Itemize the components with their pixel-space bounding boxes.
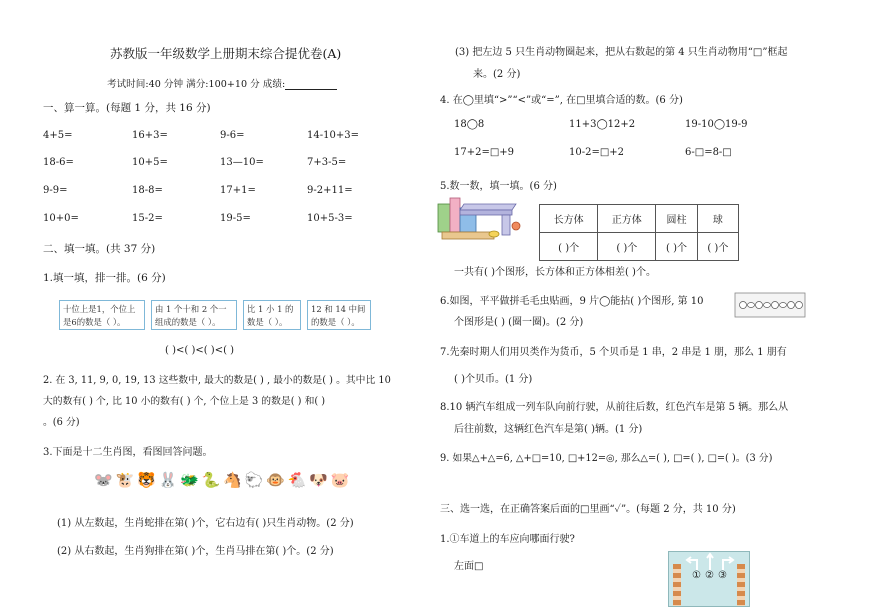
q5-title: 5.数一数，填一填。(6 分): [440, 181, 557, 192]
zodiac-animal-icon: 🐷: [330, 471, 350, 489]
page-title: 苏教版一年级数学上册期末综合提优卷(A): [110, 46, 342, 61]
blocks-illustration: [436, 194, 522, 244]
q4-r2c2: 10-2=□+2: [569, 147, 625, 158]
calc-item: 14-10+3=: [307, 130, 359, 141]
calc-item: 16+3=: [132, 130, 168, 141]
q6-line1: 6.如图，平平做拼毛毛虫贴画，9 片◯能拈( )个图形, 第 10: [440, 296, 704, 307]
lane-illustration: [668, 551, 750, 607]
q2-line2: 大的数有( ) 个, 比 10 小的数有( ) 个, 个位上是 3 的数是( ) 和( ): [43, 396, 326, 407]
calc-item: 10+5=: [132, 157, 168, 168]
score-blank: [285, 79, 337, 90]
count-sphere: ( )个: [697, 233, 738, 261]
count-cuboid: ( )个: [540, 233, 598, 261]
header-cylinder: 圆柱: [656, 205, 697, 233]
q1-title: 1.填一填，排一排。(6 分): [43, 272, 166, 284]
calc-item: 9-6=: [220, 130, 245, 141]
calc-item: 19-5=: [220, 213, 251, 224]
zodiac-animal-icon: 🐔: [287, 471, 307, 489]
q8-line1: 8.10 辆汽车组成一列车队向前行驶，从前往后数，红色汽车是第 5 辆。那么从: [440, 402, 789, 413]
fill-box-3: 比 1 小 1 的数是（ ）。: [243, 300, 301, 330]
header-sphere: 球: [697, 205, 738, 233]
q4-r2c1: 17+2=□+9: [454, 147, 515, 158]
exam-info-text: 考试时间:40 分钟 满分:100+10 分 成绩:: [107, 79, 286, 90]
q7-line2: ( )个贝币。(1 分): [454, 374, 533, 385]
q9-line: 9. 如果△+△=6, △+□=10, □+12=◎, 那么△=( ), □=( ), □=( )。(3 分): [440, 453, 773, 464]
calc-item: 18-6=: [43, 157, 74, 168]
section3-heading: 三、选一选，在正确答案后面的□里画“✓”。(每题 2 分，共 10 分): [440, 504, 736, 515]
calc-item: 17+1=: [220, 185, 256, 196]
q4-r1c3: 19-10◯19-9: [685, 119, 748, 130]
exam-info: [107, 76, 337, 90]
calc-item: 13—10=: [220, 157, 264, 168]
q3-sub3-line2: 来。(2 分): [473, 69, 521, 80]
lane-label: ①: [692, 570, 701, 581]
zodiac-animal-icon: 🐲: [180, 471, 199, 489]
lane-label: ③: [718, 570, 727, 581]
zodiac-animal-icon: 🐯: [137, 471, 156, 489]
left-curb: [673, 564, 681, 607]
header-cube: 正方体: [598, 205, 656, 233]
q3-title: 3.下面是十二生肖图，看图回答问题。: [43, 447, 213, 458]
q4-r1c1: 18◯8: [454, 119, 485, 130]
fill-box-4: 12 和 14 中间的数是（ ）。: [307, 300, 371, 330]
fill-box-2: 由 1 个十和 2 个一组成的数是（ ）。: [151, 300, 237, 330]
caterpillar-illustration: [734, 292, 806, 318]
calc-item: 4+5=: [43, 130, 73, 141]
q3-sub2: (2) 从右数起，生肖狗排在第( )个，生肖马排在第( )个。(2 分): [57, 546, 334, 557]
calc-item: 9-9=: [43, 185, 68, 196]
calc-item: 15-2=: [132, 213, 163, 224]
calc-item: 9-2+11=: [307, 185, 353, 196]
s3-option-left: 左面□: [454, 561, 484, 572]
zodiac-animal-icon: 🐵: [266, 471, 285, 489]
order-line: ( )<( )<( )<( ): [165, 345, 235, 356]
calc-item: 10+0=: [43, 213, 79, 224]
zodiac-animal-icon: 🐰: [158, 471, 178, 489]
fill-box-1: 十位上是1，个位上是6的数是（ ）。: [59, 300, 145, 330]
q8-line2: 后往前数，这辆红色汽车是第( )辆。(1 分): [454, 424, 643, 435]
count-cube: ( )个: [598, 233, 656, 261]
q5-summary: 一共有( )个图形，长方体和正方体相差( )个。: [454, 267, 656, 278]
q4-r1c2: 11+3◯12+2: [569, 119, 636, 130]
q7-line1: 7.先秦时期人们用贝类作为货币，5 个贝币是 1 串，2 串是 1 朋，那么 1 朋有: [440, 347, 787, 358]
count-cylinder: ( )个: [656, 233, 697, 261]
zodiac-animal-icon: 🐴: [223, 471, 242, 489]
q3-sub1: (1) 从左数起，生肖蛇排在第( )个，它右边有( )只生肖动物。(2 分): [57, 518, 354, 529]
header-cuboid: 长方体: [540, 205, 598, 233]
section1-heading: 一、算一算。(每题 1 分，共 16 分): [43, 102, 211, 114]
section2-heading: 二、填一填。(共 37 分): [43, 243, 156, 255]
zodiac-animal-icon: 🐮: [115, 471, 135, 489]
zodiac-animal-icon: 🐶: [309, 471, 328, 489]
q2-line1: 2. 在 3, 11, 9, 0, 19, 13 这些数中, 最大的数是( ) , 最小的数是( ) 。其中比 10: [43, 375, 391, 386]
lane-label: ②: [705, 570, 714, 581]
zodiac-animal-icon: 🐑: [244, 471, 264, 489]
q2-line3: 。(6 分): [43, 417, 80, 428]
q6-line2: 个图形是( ) (圈一圈)。(2 分): [454, 317, 584, 328]
zodiac-animal-icon: 🐍: [201, 471, 221, 489]
shape-count-table: [539, 204, 739, 261]
q3-sub3-line1: (3) 把左边 5 只生肖动物圈起来，把从右数起的第 4 只生肖动物用“□”框起: [455, 47, 788, 58]
s3-q1: 1.①车道上的车应向哪面行驶?: [440, 534, 575, 545]
calc-item: 10+5-3=: [307, 213, 353, 224]
calc-item: 18-8=: [132, 185, 163, 196]
calc-item: 7+3-5=: [307, 157, 347, 168]
q4-r2c3: 6-□=8-□: [685, 147, 732, 158]
zodiac-animal-icon: 🐭: [94, 471, 113, 489]
right-curb: [737, 564, 745, 607]
q4-title: 4. 在◯里填“>”“<”或“=”, 在□里填合适的数。(6 分): [440, 95, 683, 106]
lane-arrows-icon: [669, 552, 750, 570]
